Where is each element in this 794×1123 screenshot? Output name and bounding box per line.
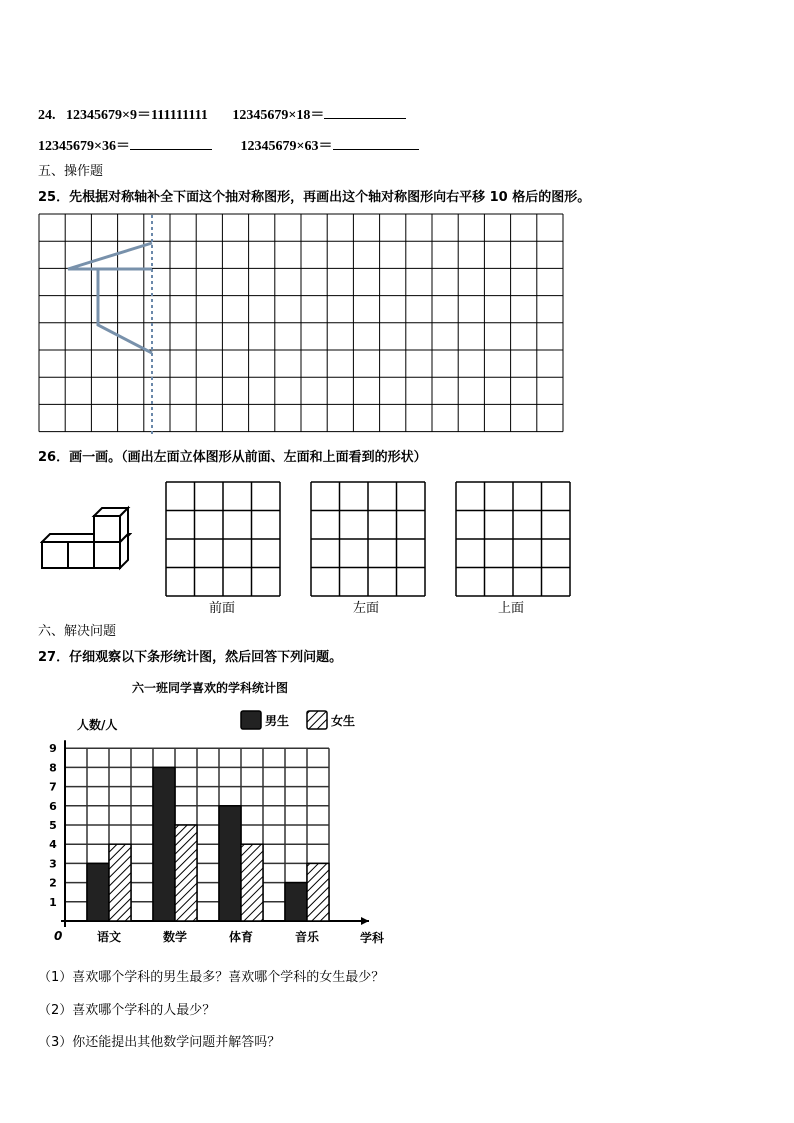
y-tick-label: 3 [49,857,57,871]
q26-text: 26．画一画。（画出左面立体图形从前面、左面和上面看到的形状） [38,450,427,465]
y-ticks [49,742,57,909]
section5-title: 五、操作题 [38,164,104,179]
y-tick-label: 8 [49,761,57,775]
front-view-label: 前面 [209,601,236,616]
q25-grid [38,213,568,435]
legend [241,711,355,729]
y-tick-label: 4 [49,838,57,852]
q24-number: 24. [38,108,56,123]
x-ticks [97,929,320,944]
q25-grid-lines [39,214,563,432]
bar-女生-音乐 [307,863,329,921]
legend-label: 女生 [331,714,356,728]
top-view-grid[interactable] [455,481,571,597]
cube-solid-figure [40,502,132,572]
q24-equation-4: 12345679×63＝ [240,139,333,154]
half-figure [68,243,152,269]
answer-blank[interactable] [333,137,419,150]
y-tick-label: 9 [49,742,57,756]
y-tick-label: 5 [49,819,57,832]
q27-question-1: （1）喜欢哪个学科的男生最多？喜欢哪个学科的女生最少？ [38,970,385,985]
q27-text: 27．仔细观察以下条形统计图，然后回答下列问题。 [38,650,343,665]
q24-equation-2: 12345679×18＝ [232,108,325,123]
q27-question-2: （2）喜欢哪个学科的人最少？ [38,1003,216,1018]
q24-equation-3: 12345679×36＝ [38,139,130,154]
bar-男生-体育 [219,806,241,921]
legend-label: 男生 [265,714,290,728]
origin-label: 0 [54,929,63,943]
x-tick-label: 音乐 [294,930,320,944]
y-tick-label: 2 [49,876,57,890]
front-view-grid[interactable] [165,481,281,597]
x-tick-label: 数学 [162,930,188,944]
x-axis-label: 学科 [360,931,385,945]
legend-swatch [241,711,261,729]
half-figure-lower [68,269,152,353]
q27-question-3: （3）你还能提出其他数学问题并解答吗？ [38,1035,281,1050]
section6-title: 六、解决问题 [38,624,117,639]
bar-男生-语文 [87,863,109,921]
bar-男生-音乐 [285,883,307,921]
bar-女生-数学 [175,825,197,921]
bar-女生-语文 [109,844,131,921]
left-view-label: 左面 [353,601,380,616]
legend-swatch [307,711,327,729]
left-view-grid[interactable] [310,481,426,597]
q24-line1 [38,104,406,124]
q25-text: 25．先根据对称轴补全下面这个抽对称图形，再画出这个轴对称图形向右平移 10 格后的图形。 [38,190,591,205]
y-tick-label: 7 [49,780,57,794]
q24-line2 [38,135,419,155]
bar-男生-数学 [153,767,175,921]
x-tick-label: 语文 [96,930,122,944]
answer-blank[interactable] [324,106,406,119]
y-tick-label: 6 [49,799,57,813]
y-axis-label: 人数/人 [77,718,118,732]
bar-女生-体育 [241,844,263,921]
q24-equation-1: 12345679×9＝111111111 [66,108,208,123]
answer-blank[interactable] [130,137,212,150]
top-view-label: 上面 [498,601,525,616]
y-tick-label: 1 [49,895,57,909]
x-tick-label: 体育 [228,930,254,944]
chart-title: 六一班同学喜欢的学科统计图 [131,681,289,695]
subject-bar-chart [45,678,395,950]
x-axis-arrow [361,917,369,925]
